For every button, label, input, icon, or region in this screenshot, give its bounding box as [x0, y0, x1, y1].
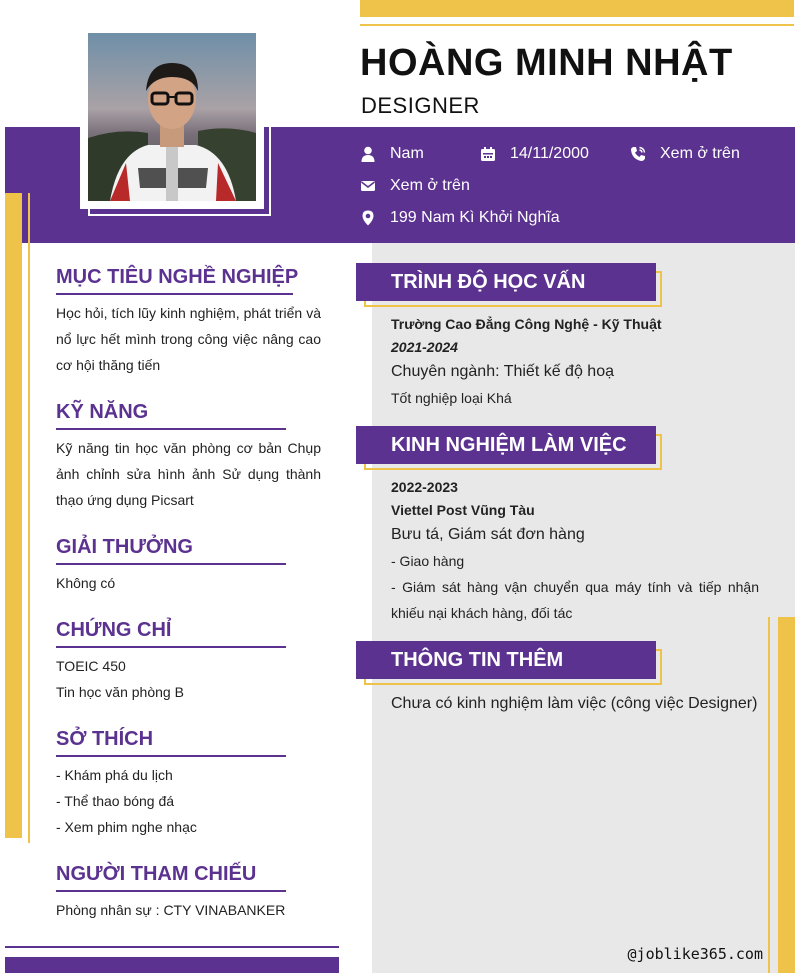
phone-icon [630, 146, 646, 162]
certificates-list [56, 653, 321, 705]
bottom-accent-bar [5, 957, 339, 973]
email-value: Xem ở trên [390, 177, 470, 194]
skills-text: Kỹ năng tin học văn phòng cơ bản Chụp ảnh chỉnh sửa hình ảnh Sử dụng thành thạo ứng dụng Picsart [56, 440, 321, 508]
birthdate-info [480, 145, 589, 163]
awards-text: Không có [56, 575, 116, 591]
references-rule [56, 890, 286, 892]
list-item: - Khám phá du lịch [56, 767, 173, 783]
skills-heading: KỸ NĂNG [56, 401, 149, 423]
career-goal-heading: MỤC TIÊU NGHỀ NGHIỆP [56, 266, 299, 288]
extra-heading: THÔNG TIN THÊM [391, 649, 564, 671]
experience-period: 2022-2023 [391, 479, 458, 495]
right-accent-line [768, 617, 770, 973]
email-info [360, 177, 470, 195]
awards-heading: GIẢI THƯỞNG [56, 536, 193, 558]
phone-value: Xem ở trên [660, 145, 740, 162]
experience-role: Bưu tá, Giám sát đơn hàng [391, 526, 585, 543]
extra-text: Chưa có kinh nghiệm làm việc (công việc Designer) [391, 695, 758, 712]
experience-duty: - Giám sát hàng vận chuyển qua máy tính và tiếp nhận khiếu nại khách hàng, đối tác [391, 579, 759, 621]
job-title: DESIGNER [361, 93, 480, 118]
career-goal-text: Học hỏi, tích lũy kinh nghiệm, phát triển và nổ lực hết mình trong công việc nâng cao cơ hội thăng tiến [56, 305, 321, 373]
address-value: 199 Nam Kì Khởi Nghĩa [390, 209, 560, 226]
right-accent-bar [778, 617, 795, 973]
hobbies-list [56, 762, 321, 840]
left-accent-bar [5, 193, 22, 838]
education-school: Trường Cao Đẳng Công Nghệ - Kỹ Thuật [391, 316, 662, 332]
list-item: - Xem phim nghe nhạc [56, 819, 197, 835]
gender-info [360, 145, 424, 163]
address-info [360, 209, 560, 227]
user-icon [360, 146, 376, 162]
hobbies-rule [56, 755, 286, 757]
gender-value: Nam [390, 145, 424, 162]
list-item: - Thể thao bóng đá [56, 793, 175, 809]
certificates-heading: CHỨNG CHỈ [56, 619, 172, 641]
references-text: Phòng nhân sự : CTY VINABANKER [56, 902, 286, 918]
calendar-icon [480, 146, 496, 162]
list-item: TOEIC 450 [56, 658, 126, 674]
awards-rule [56, 563, 286, 565]
birthdate-value: 14/11/2000 [510, 145, 589, 162]
education-grade: Tốt nghiệp loại Khá [391, 390, 512, 406]
references-heading: NGƯỜI THAM CHIẾU [56, 863, 257, 885]
education-major: Chuyên ngành: Thiết kế độ hoạ [391, 363, 614, 380]
education-period: 2021-2024 [391, 339, 458, 355]
skills-rule [56, 428, 286, 430]
left-accent-line [28, 193, 30, 843]
bottom-accent-line [5, 946, 339, 948]
hobbies-heading: SỞ THÍCH [56, 728, 154, 750]
list-item: Tin học văn phòng B [56, 684, 184, 700]
phone-info [630, 145, 740, 163]
candidate-name: HOÀNG MINH NHẬT [360, 42, 733, 84]
watermark: @joblike365.com [627, 945, 763, 963]
career-goal-rule [56, 293, 293, 295]
envelope-icon [360, 178, 376, 194]
experience-heading: KINH NGHIỆM LÀM VIỆC [391, 434, 627, 456]
certificates-rule [56, 646, 286, 648]
top-accent-line [360, 24, 794, 26]
experience-duty: - Giao hàng [391, 553, 465, 569]
map-pin-icon [360, 210, 376, 226]
experience-company: Viettel Post Vũng Tàu [391, 502, 535, 518]
education-heading: TRÌNH ĐỘ HỌC VẤN [391, 271, 586, 293]
profile-photo [88, 33, 256, 201]
top-accent-bar [360, 0, 794, 17]
